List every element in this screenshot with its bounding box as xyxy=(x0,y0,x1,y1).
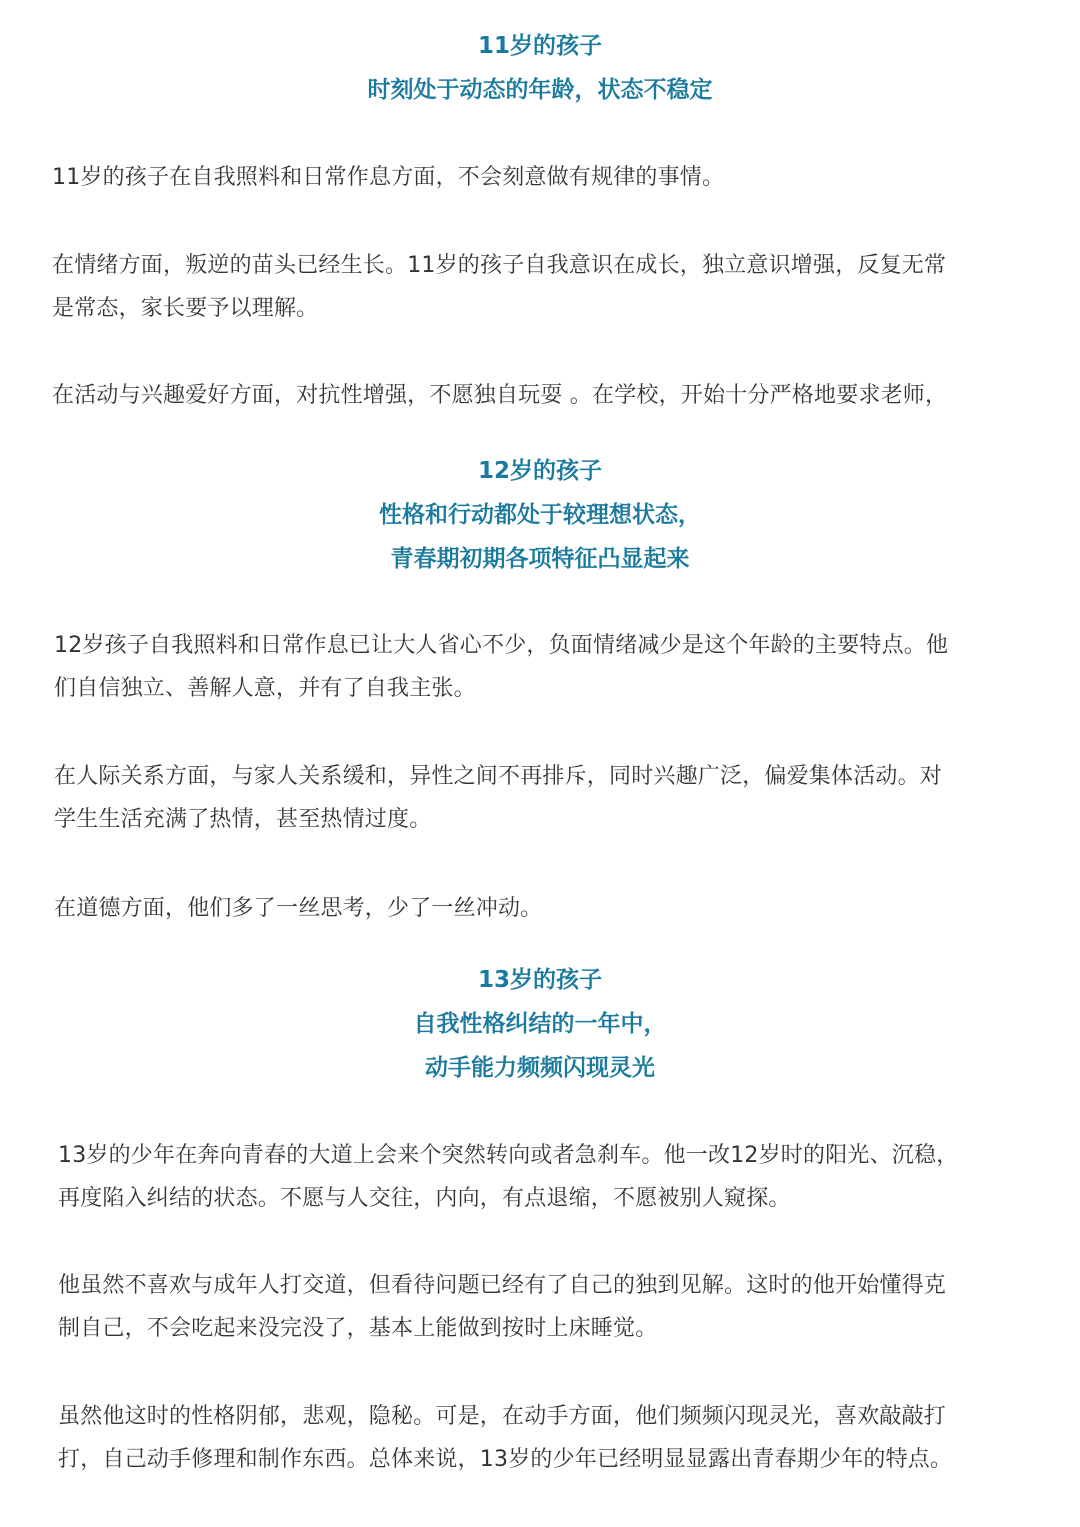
text-line: 是常态，家长要予以理解。 xyxy=(52,296,319,321)
text-line: 在情绪方面，叛逆的苗头已经生长。11岁的孩子自我意识在成长，独立意识增强，反复无常 xyxy=(52,253,947,278)
section-13-paragraph-1 xyxy=(58,1134,1023,1220)
section-11-subtitle: 时刻处于动态的年龄，状态不稳定 xyxy=(367,77,713,103)
section-12-paragraph-1 xyxy=(54,624,1019,710)
section-13-subtitle: 自我性格纠结的一年中， xyxy=(413,1011,667,1037)
section-13-heading xyxy=(0,958,1080,1090)
text-line: 打，自己动手修理和制作东西。总体来说，13岁的少年已经明显显露出青春期少年的特点。 xyxy=(58,1447,953,1472)
section-11-paragraph-2 xyxy=(52,244,1017,330)
text-line: 13岁的少年在奔向青春的大道上会来个突然转向或者急刹车。他一改12岁时的阳光、沉稳， xyxy=(58,1143,959,1168)
text-line: 虽然他这时的性格阴郁，悲观，隐秘。可是，在动手方面，他们频频闪现灵光，喜欢敲敲打 xyxy=(58,1404,947,1429)
section-12-subtitle: 性格和行动都处于较理想状态， xyxy=(379,502,701,528)
section-11-heading xyxy=(0,24,1080,112)
section-11-paragraph-1 xyxy=(52,156,1017,199)
section-13-paragraph-2 xyxy=(58,1264,1023,1350)
section-12-paragraph-2 xyxy=(54,755,1019,841)
section-13-paragraph-3 xyxy=(58,1395,1023,1481)
section-12-title: 12岁的孩子 xyxy=(477,458,602,484)
section-13-subtitle-2: 动手能力频频闪现灵光 xyxy=(425,1055,655,1081)
text-line: 11岁的孩子在自我照料和日常作息方面，不会刻意做有规律的事情。 xyxy=(52,165,725,190)
text-line: 12岁孩子自我照料和日常作息已让大人省心不少，负面情绪减少是这个年龄的主要特点。他 xyxy=(54,633,949,658)
section-12-paragraph-3 xyxy=(54,887,1019,930)
text-line: 再度陷入纠结的状态。不愿与人交往，内向，有点退缩，不愿被别人窥探。 xyxy=(58,1186,791,1211)
section-12-heading xyxy=(0,449,1080,581)
text-line: 们自信独立、善解人意，并有了自我主张。 xyxy=(54,676,476,701)
text-line: 学生生活充满了热情，甚至热情过度。 xyxy=(54,807,432,832)
text-line: 他虽然不喜欢与成年人打交道，但看待问题已经有了自己的独到见解。这时的他开始懂得克 xyxy=(58,1273,947,1298)
section-13-title: 13岁的孩子 xyxy=(477,967,602,993)
text-line: 在活动与兴趣爱好方面，对抗性增强，不愿独自玩耍 。在学校，开始十分严格地要求老师， xyxy=(52,383,948,408)
section-11-title: 11岁的孩子 xyxy=(477,33,602,59)
section-11-paragraph-3 xyxy=(52,374,1017,417)
text-line: 在道德方面，他们多了一丝思考，少了一丝冲动。 xyxy=(54,896,543,921)
text-line: 制自己，不会吃起来没完没了，基本上能做到按时上床睡觉。 xyxy=(58,1316,658,1341)
section-12-subtitle-2: 青春期初期各项特征凸显起来 xyxy=(390,546,690,572)
text-line: 在人际关系方面，与家人关系缓和，异性之间不再排斥，同时兴趣广泛，偏爱集体活动。对 xyxy=(54,764,943,789)
